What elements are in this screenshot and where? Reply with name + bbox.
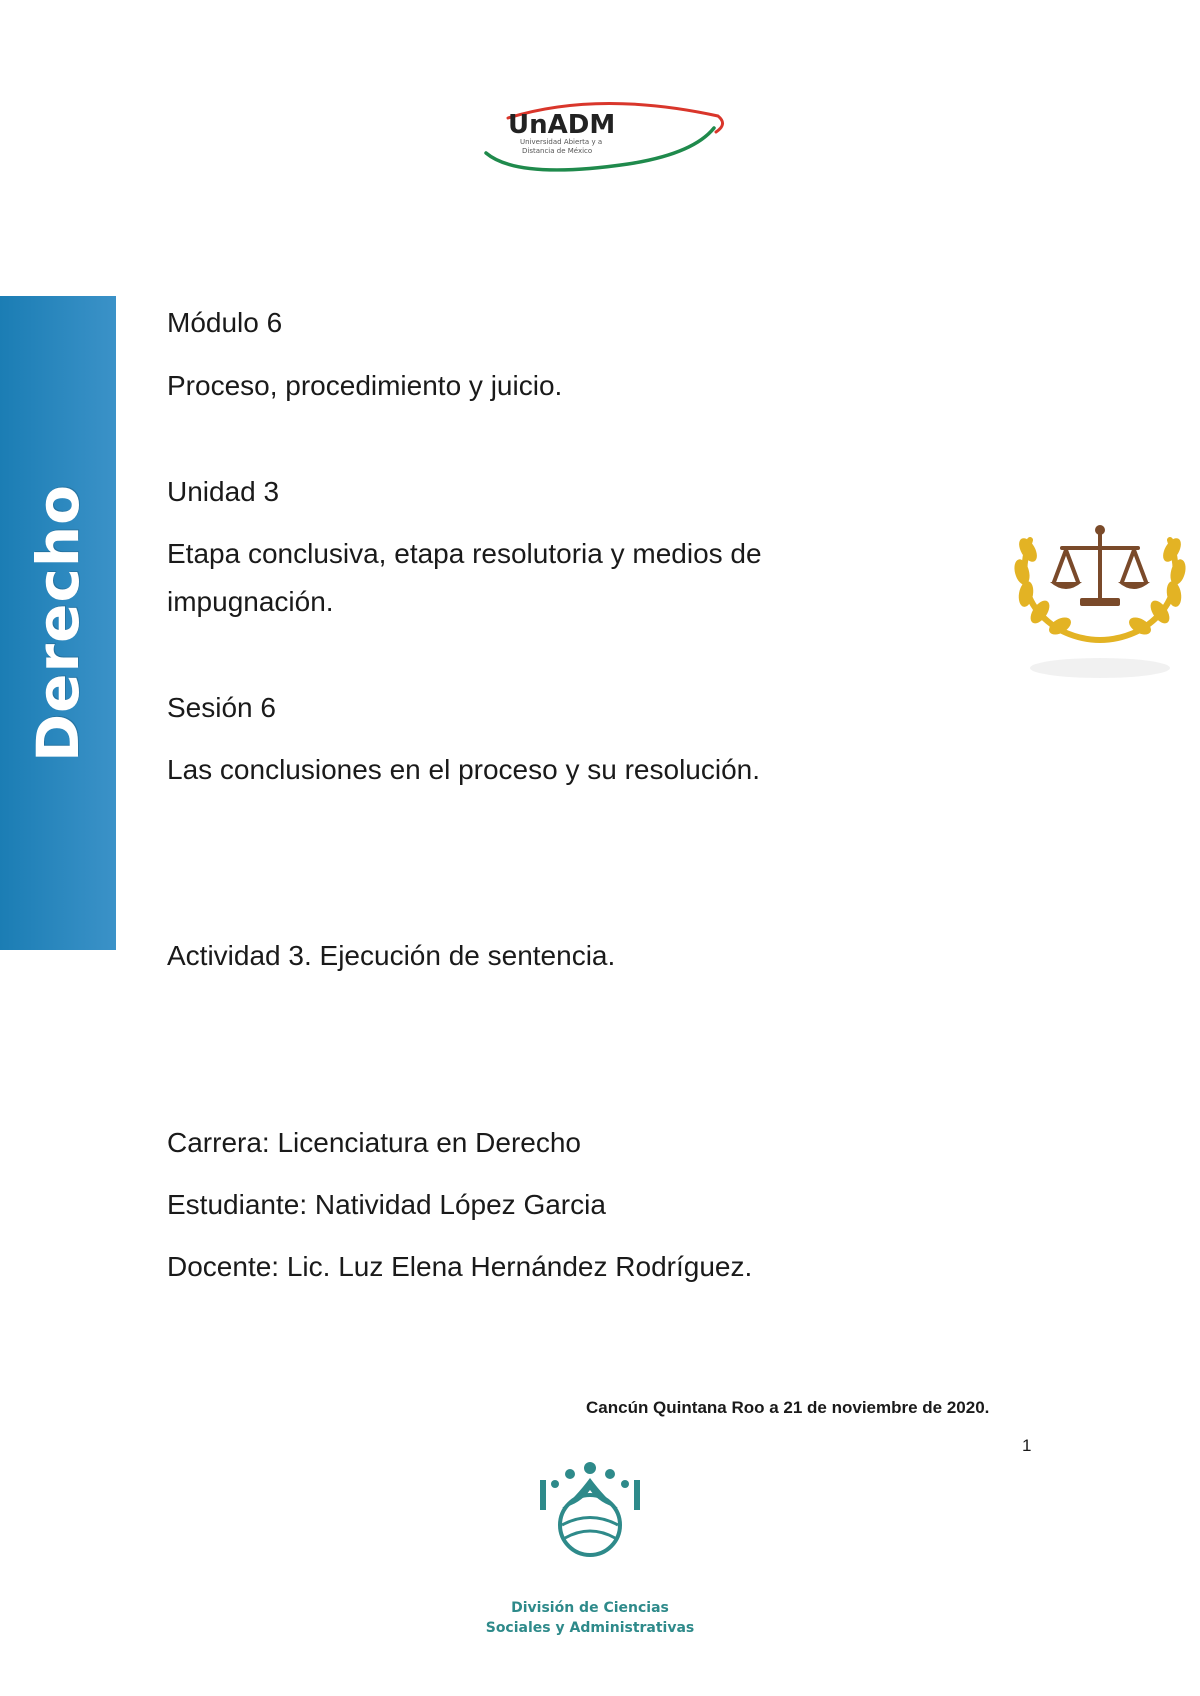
svg-text:UnADM: UnADM — [508, 110, 616, 140]
module-label: Módulo 6 — [167, 307, 283, 338]
sidebar-band — [0, 296, 116, 950]
place-date: Cancún Quintana Roo a 21 de noviembre de 2020. — [586, 1398, 990, 1417]
scales-of-justice-icon — [1000, 490, 1200, 690]
student-line: Estudiante: Natividad López Garcia — [167, 1189, 606, 1220]
division-name-line2: Sociales y Administrativas — [485, 1620, 695, 1636]
division-name-line1: División de Ciencias — [511, 1600, 669, 1616]
module-title: Proceso, procedimiento y juicio. — [167, 370, 563, 401]
svg-text:Distancia de México: Distancia de México — [522, 147, 593, 155]
session-title: Las conclusiones en el proceso y su resolución. — [167, 754, 761, 785]
career-line: Carrera: Licenciatura en Derecho — [167, 1127, 581, 1158]
sidebar-label: Derecho — [24, 484, 92, 762]
unadm-logo — [478, 98, 728, 178]
unit-label: Unidad 3 — [167, 476, 280, 507]
svg-text:Universidad Abierta y a: Universidad Abierta y a — [520, 138, 603, 146]
teacher-line: Docente: Lic. Luz Elena Hernández Rodríguez. — [167, 1251, 753, 1282]
activity-title: Actividad 3. Ejecución de sentencia. — [167, 940, 616, 971]
unit-title-line1: Etapa conclusiva, etapa resolutoria y medios de — [167, 538, 762, 569]
session-label: Sesión 6 — [167, 692, 276, 723]
page-number: 1 — [1022, 1436, 1032, 1455]
division-logo — [480, 1450, 700, 1590]
unit-title-line2: impugnación. — [167, 586, 334, 617]
